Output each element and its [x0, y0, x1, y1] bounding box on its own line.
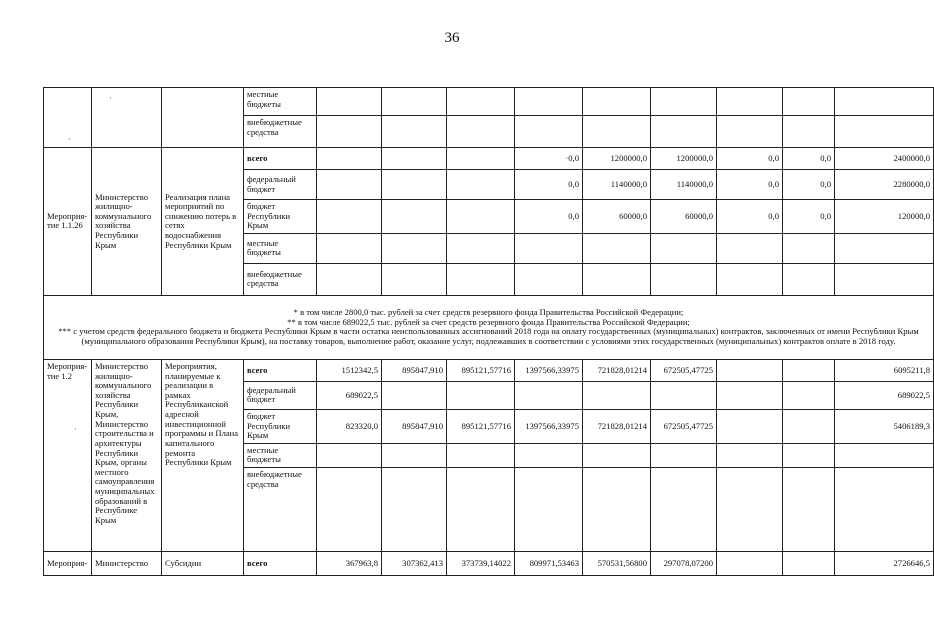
- value-cell: 367963,8: [317, 552, 382, 576]
- value-cell: 570531,56800: [583, 552, 651, 576]
- executor: Министерство: [92, 552, 162, 576]
- value-cell: 60000,0: [651, 200, 717, 234]
- value-cell: [317, 200, 382, 234]
- value-cell: 1512342,5: [317, 359, 382, 381]
- source-cell: внебюджетные средства: [244, 116, 317, 148]
- total-cell: 120000,0: [835, 200, 934, 234]
- value-cell: 0,0: [717, 200, 783, 234]
- value-cell: [317, 148, 382, 170]
- budget-table: [43, 87, 934, 576]
- source-cell: внебюджетные средства: [244, 263, 317, 295]
- value-cell: 672505,47725: [651, 359, 717, 381]
- value-cell: 307362,413: [382, 552, 447, 576]
- value-cell: [717, 359, 783, 381]
- description-cell: [162, 88, 244, 148]
- value-cell: 1397566,33975: [515, 359, 583, 381]
- table-row: [44, 295, 934, 359]
- value-cell: [783, 359, 835, 381]
- value-cell: [783, 552, 835, 576]
- executor: Министерство жилищно-коммунального хозяйства Республики Крым: [92, 148, 162, 296]
- value-cell: 373739,14022: [447, 552, 515, 576]
- scan-speck: ·: [74, 424, 77, 434]
- source-cell: бюджет Республики Крым: [244, 409, 317, 443]
- source-cell: всего: [244, 552, 317, 576]
- value-cell: [651, 381, 717, 409]
- measure-id: Мероприя-тие 1.1.26: [44, 148, 92, 296]
- value-cell: 895121,57716: [447, 409, 515, 443]
- value-cell: [382, 381, 447, 409]
- value-cell: 721828,01214: [583, 409, 651, 443]
- measure-description: Реализация плана мероприятий по снижению потерь в сетях водоснабжения Республики Крым: [162, 148, 244, 296]
- table-row: [44, 552, 934, 576]
- value-cell: [382, 200, 447, 234]
- source-cell: местные бюджеты: [244, 443, 317, 467]
- measure-description: Субсидии: [162, 552, 244, 576]
- page-number: 36: [444, 30, 460, 46]
- measure-id: Мероприя-тие 1.2: [44, 359, 92, 551]
- value-cell: [583, 381, 651, 409]
- source-cell: всего: [244, 359, 317, 381]
- value-cell: 1200000,0: [583, 148, 651, 170]
- value-cell: 60000,0: [583, 200, 651, 234]
- total-cell: 5406189,3: [835, 409, 934, 443]
- table-row: [44, 148, 934, 170]
- value-cell: [783, 409, 835, 443]
- executor-cell: [92, 88, 162, 148]
- table-row: [44, 88, 934, 116]
- source-cell: федеральный бюджет: [244, 381, 317, 409]
- value-cell: [717, 552, 783, 576]
- source-cell: бюджет Республики Крым: [244, 200, 317, 234]
- value-cell: [382, 170, 447, 200]
- table-row: [44, 359, 934, 381]
- value-cell: [447, 381, 515, 409]
- value-cell: 895847,910: [382, 359, 447, 381]
- value-cell: 721828,01214: [583, 359, 651, 381]
- value-cell: 0,0: [783, 148, 835, 170]
- value-cell: 0,0: [783, 170, 835, 200]
- value-cell: 0,0: [717, 170, 783, 200]
- footnote-1: * в том числе 2800,0 тыс. рублей за счет средств резервного фонда Правительства Российской Федерации;: [293, 307, 684, 318]
- total-cell: 2400000,0: [835, 148, 934, 170]
- value-cell: [447, 170, 515, 200]
- source-cell: местные бюджеты: [244, 88, 317, 116]
- value-cell: 895847,910: [382, 409, 447, 443]
- value-cell: 689022,5: [317, 381, 382, 409]
- value-cell: [515, 381, 583, 409]
- total-cell: 2280000,0: [835, 170, 934, 200]
- value-cell: 895121,57716: [447, 359, 515, 381]
- value-cell: 0,0: [783, 200, 835, 234]
- value-cell: 823320,0: [317, 409, 382, 443]
- value-cell: 1397566,33975: [515, 409, 583, 443]
- source-cell: всего: [244, 148, 317, 170]
- value-cell: 0,0: [515, 170, 583, 200]
- footnote-3: *** с учетом средств федерального бюджета и бюджета Республики Крым в части остатка неиспользованных ассигнований 2018 года на оплату государственных (муниципальных) контрактов, заключенных от имени Республики Крым (муниципального образования Республики Крым), на поставку товаров, выполнение работ, оказание услуг, подлежавших в соответствии с условиями этих государственных (муниципальных) контрактов оплате в 2018 году.: [58, 326, 919, 346]
- value-cell: 297078,07200: [651, 552, 717, 576]
- value-cell: 0,0: [515, 200, 583, 234]
- value-cell: 1140000,0: [583, 170, 651, 200]
- source-cell: местные бюджеты: [244, 233, 317, 263]
- value-cell: [717, 381, 783, 409]
- value-cell: ·0,0: [515, 148, 583, 170]
- value-cell: 1140000,0: [651, 170, 717, 200]
- total-cell: 2726646,5: [835, 552, 934, 576]
- value-cell: [783, 381, 835, 409]
- value-cell: 0,0: [717, 148, 783, 170]
- value-cell: [447, 200, 515, 234]
- scan-speck: ·: [109, 93, 112, 103]
- source-cell: федеральный бюджет: [244, 170, 317, 200]
- measure-id: Мероприя-: [44, 552, 92, 576]
- value-cell: 1200000,0: [651, 148, 717, 170]
- scan-speck: ·: [68, 134, 71, 144]
- value-cell: 809971,53463: [515, 552, 583, 576]
- value-cell: [382, 148, 447, 170]
- source-cell: внебюджетные средства: [244, 468, 317, 552]
- total-cell: 6095211,8: [835, 359, 934, 381]
- value-cell: [317, 170, 382, 200]
- total-cell: 689022,5: [835, 381, 934, 409]
- executor: Министерство жилищно-коммунального хозяйства Республики Крым, Министерство строительства и архитектуры Республики Крым, органы местного самоуправления муниципальных образований в Республике Крым: [92, 359, 162, 551]
- value-cell: [717, 409, 783, 443]
- footnotes: [44, 295, 934, 359]
- measure-description: Мероприятия, планируемые к реализации в рамках Республиканской адресной инвестиционной программы и Плана капитального ремонта Республики Крым: [162, 359, 244, 551]
- value-cell: 672505,47725: [651, 409, 717, 443]
- value-cell: [447, 148, 515, 170]
- footnote-2: ** в том числе 689022,5 тыс. рублей за счет средств резервного фонда Правительства Российской Федерации;: [287, 316, 690, 327]
